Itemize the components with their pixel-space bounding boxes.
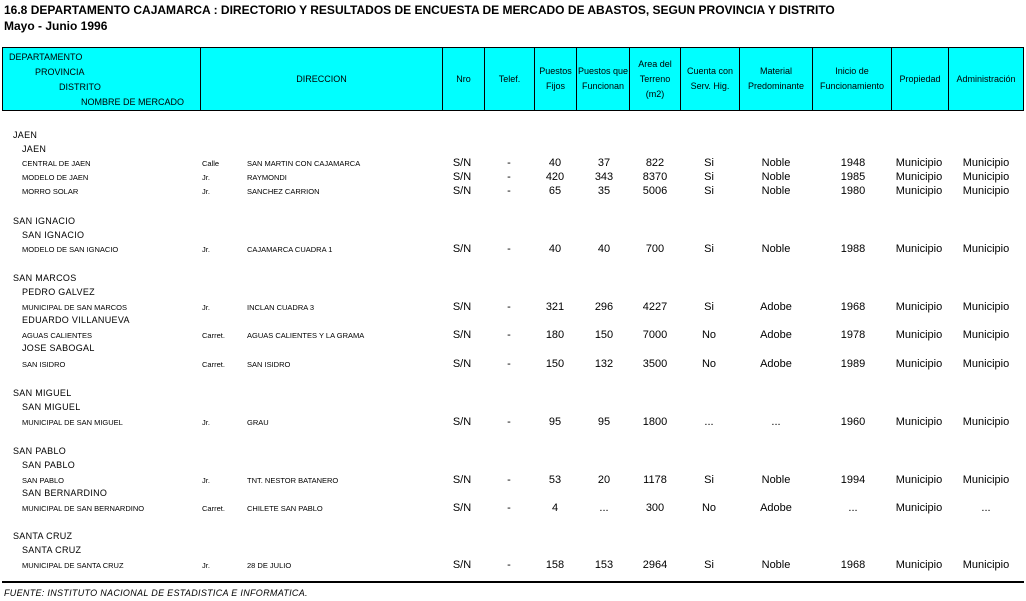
district-label: PEDRO GALVEZ (22, 287, 95, 297)
cell-ini: 1968 (840, 559, 866, 571)
street-type: Jr. (202, 173, 210, 182)
cell-func: ... (599, 502, 609, 514)
table-row (0, 474, 1026, 488)
street-type: Carret. (202, 360, 225, 369)
cell-ini: 1980 (840, 185, 866, 197)
district-label: SANTA CRUZ (22, 545, 82, 555)
cell-fijos: 65 (548, 185, 562, 197)
header-propiedad: Propiedad (892, 48, 949, 110)
cell-tel: - (507, 243, 511, 255)
table-row (0, 171, 1026, 185)
province-label: SANTA CRUZ (13, 531, 73, 541)
address: 28 DE JULIO (247, 561, 292, 570)
cell-mat: Noble (761, 185, 791, 197)
cell-adm: Municipio (962, 243, 1010, 255)
province-row (0, 531, 1026, 545)
province-row (0, 216, 1026, 230)
cell-nro: S/N (452, 559, 472, 571)
province-row (0, 130, 1026, 144)
market-name: MUNICIPAL DE SANTA CRUZ (22, 561, 124, 570)
cell-prop: Municipio (895, 329, 943, 341)
table-row (0, 416, 1026, 430)
header-admin: Administración (956, 73, 1016, 84)
cell-mat: Noble (761, 559, 791, 571)
cell-tel: - (507, 171, 511, 183)
cell-prop: Municipio (895, 502, 943, 514)
address: TNT. NESTOR BATANERO (247, 476, 339, 485)
address: INCLAN CUADRA 3 (247, 303, 315, 312)
street-type: Jr. (202, 418, 210, 427)
footer-divider (2, 581, 1024, 583)
cell-serv: No (701, 358, 717, 370)
cell-nro: S/N (452, 502, 472, 514)
cell-adm: Municipio (962, 171, 1010, 183)
cell-serv: ... (704, 416, 714, 428)
market-name: MODELO DE JAEN (22, 173, 89, 182)
cell-serv: Si (704, 157, 714, 169)
address: AGUAS CALIENTES Y LA GRAMA (247, 331, 365, 340)
table-row (0, 502, 1026, 516)
cell-nro: S/N (452, 358, 472, 370)
cell-prop: Municipio (895, 171, 943, 183)
cell-adm: Municipio (962, 301, 1010, 313)
cell-nro: S/N (452, 185, 472, 197)
district-label: SAN BERNARDINO (22, 488, 108, 498)
province-label: JAEN (13, 130, 38, 140)
footer-source: FUENTE: INSTITUTO NACIONAL DE ESTADISTICA E INFORMATICA. (4, 588, 308, 598)
cell-prop: Municipio (895, 358, 943, 370)
address: RAYMONDI (247, 173, 287, 182)
table-row (0, 157, 1026, 171)
cell-mat: Adobe (760, 329, 792, 341)
district-row (0, 460, 1026, 474)
market-name: MUNICIPAL DE SAN BERNARDINO (22, 504, 145, 513)
cell-mat: ... (771, 416, 781, 428)
cell-ini: 1989 (840, 358, 866, 370)
header-funcionan: Puestos que Funcionan (577, 48, 630, 110)
cell-serv: No (701, 502, 717, 514)
market-name: SAN ISIDRO (22, 360, 66, 369)
cell-serv: Si (704, 243, 714, 255)
address: SAN MARTIN CON CAJAMARCA (247, 159, 361, 168)
header-area: Area del Terreno (m2) (630, 48, 681, 110)
cell-func: 95 (597, 416, 611, 428)
header-dist: DISTRITO (59, 82, 101, 92)
cell-adm: Municipio (962, 358, 1010, 370)
cell-tel: - (507, 559, 511, 571)
cell-ini: 1988 (840, 243, 866, 255)
cell-serv: Si (704, 171, 714, 183)
table-row (0, 559, 1026, 573)
cell-area: 2964 (642, 559, 668, 571)
cell-func: 132 (594, 358, 614, 370)
header-dept: DEPARTAMENTO (9, 52, 83, 62)
cell-area: 700 (645, 243, 665, 255)
street-type: Jr. (202, 561, 210, 570)
cell-mat: Adobe (760, 502, 792, 514)
cell-func: 343 (594, 171, 614, 183)
header-serv: Cuenta con Serv. Hig. (681, 48, 740, 110)
district-row (0, 402, 1026, 416)
cell-serv: Si (704, 185, 714, 197)
street-type: Carret. (202, 504, 225, 513)
cell-area: 7000 (642, 329, 668, 341)
cell-tel: - (507, 185, 511, 197)
cell-area: 300 (645, 502, 665, 514)
page-title: 16.8 DEPARTAMENTO CAJAMARCA : DIRECTORIO Y RESULTADOS DE ENCUESTA DE MERCADO DE ABASTOS, SEGUN PROVINCIA Y DISTRITO (4, 3, 835, 17)
table-row (0, 185, 1026, 199)
cell-func: 35 (597, 185, 611, 197)
cell-nro: S/N (452, 243, 472, 255)
cell-fijos: 158 (545, 559, 565, 571)
district-row (0, 545, 1026, 559)
header-nro: Nro (443, 48, 485, 110)
street-type: Carret. (202, 331, 225, 340)
district-label: JAEN (22, 144, 47, 154)
district-row (0, 343, 1026, 357)
province-label: SAN IGNACIO (13, 216, 76, 226)
cell-fijos: 420 (545, 171, 565, 183)
page-subtitle: Mayo - Junio 1996 (4, 19, 108, 33)
cell-ini: 1978 (840, 329, 866, 341)
province-row (0, 273, 1026, 287)
cell-tel: - (507, 301, 511, 313)
cell-ini: ... (848, 502, 858, 514)
cell-adm: Municipio (962, 185, 1010, 197)
cell-fijos: 95 (548, 416, 562, 428)
cell-fijos: 180 (545, 329, 565, 341)
cell-ini: 1985 (840, 171, 866, 183)
address: CHILETE SAN PABLO (247, 504, 323, 513)
district-label: EDUARDO VILLANUEVA (22, 315, 130, 325)
header-mercado: NOMBRE DE MERCADO (81, 97, 185, 107)
table-row (0, 358, 1026, 372)
cell-adm: Municipio (962, 329, 1010, 341)
cell-func: 150 (594, 329, 614, 341)
province-label: SAN MARCOS (13, 273, 77, 283)
district-row (0, 144, 1026, 158)
street-type: Jr. (202, 187, 210, 196)
cell-serv: Si (704, 301, 714, 313)
header-fijos: Puestos Fijos (535, 48, 577, 110)
address: GRAU (247, 418, 269, 427)
cell-fijos: 150 (545, 358, 565, 370)
market-name: AGUAS CALIENTES (22, 331, 93, 340)
cell-adm: Municipio (962, 474, 1010, 486)
street-type: Jr. (202, 303, 210, 312)
cell-prop: Municipio (895, 243, 943, 255)
table-header (2, 47, 1024, 111)
header-location (3, 48, 201, 110)
address: SAN ISIDRO (247, 360, 291, 369)
cell-nro: S/N (452, 301, 472, 313)
cell-nro: S/N (452, 416, 472, 428)
cell-serv: Si (704, 474, 714, 486)
cell-tel: - (507, 329, 511, 341)
market-name: MODELO DE SAN IGNACIO (22, 245, 119, 254)
street-type: Jr. (202, 245, 210, 254)
cell-area: 3500 (642, 358, 668, 370)
district-label: JOSE SABOGAL (22, 343, 95, 353)
cell-fijos: 53 (548, 474, 562, 486)
cell-mat: Noble (761, 474, 791, 486)
province-label: SAN MIGUEL (13, 388, 72, 398)
cell-func: 37 (597, 157, 611, 169)
cell-ini: 1994 (840, 474, 866, 486)
cell-tel: - (507, 474, 511, 486)
cell-serv: No (701, 329, 717, 341)
cell-area: 1178 (643, 474, 667, 486)
cell-mat: Noble (761, 157, 791, 169)
cell-tel: - (507, 358, 511, 370)
cell-adm: Municipio (962, 416, 1010, 428)
cell-adm: ... (981, 502, 991, 514)
cell-prop: Municipio (895, 559, 943, 571)
province-label: SAN PABLO (13, 446, 67, 456)
cell-tel: - (507, 157, 511, 169)
cell-nro: S/N (452, 171, 472, 183)
header-material: Material Predominante (740, 48, 813, 110)
table-row (0, 301, 1026, 315)
cell-func: 153 (594, 559, 614, 571)
cell-prop: Municipio (895, 416, 943, 428)
district-row (0, 488, 1026, 502)
district-label: SAN MIGUEL (22, 402, 81, 412)
cell-nro: S/N (452, 474, 472, 486)
cell-mat: Noble (761, 171, 791, 183)
market-name: MUNICIPAL DE SAN MIGUEL (22, 418, 123, 427)
cell-nro: S/N (452, 157, 472, 169)
cell-prop: Municipio (895, 474, 943, 486)
cell-fijos: 321 (545, 301, 565, 313)
cell-ini: 1948 (840, 157, 866, 169)
cell-area: 5006 (642, 185, 668, 197)
cell-adm: Municipio (962, 559, 1010, 571)
cell-func: 296 (594, 301, 614, 313)
market-name: MUNICIPAL DE SAN MARCOS (22, 303, 128, 312)
address: SANCHEZ CARRION (247, 187, 320, 196)
district-label: SAN PABLO (22, 460, 76, 470)
header-prov: PROVINCIA (35, 67, 85, 77)
header-inicio: Inicio de Funcionamiento (813, 48, 892, 110)
province-row (0, 446, 1026, 460)
cell-area: 8370 (642, 171, 668, 183)
header-telef: Telef. (485, 48, 535, 110)
header-direccion: DIRECCION (201, 48, 443, 110)
cell-fijos: 4 (551, 502, 559, 514)
district-row (0, 287, 1026, 301)
market-name: CENTRAL DE JAEN (22, 159, 91, 168)
district-row (0, 315, 1026, 329)
cell-adm: Municipio (962, 157, 1010, 169)
cell-area: 4227 (642, 301, 668, 313)
cell-area: 822 (645, 157, 665, 169)
cell-mat: Adobe (760, 358, 792, 370)
cell-func: 20 (597, 474, 611, 486)
cell-serv: Si (704, 559, 714, 571)
market-name: MORRO SOLAR (22, 187, 79, 196)
cell-mat: Noble (761, 243, 791, 255)
address: CAJAMARCA CUADRA 1 (247, 245, 333, 254)
cell-func: 40 (597, 243, 611, 255)
cell-area: 1800 (642, 416, 668, 428)
cell-fijos: 40 (548, 243, 562, 255)
cell-prop: Municipio (895, 301, 943, 313)
cell-tel: - (507, 416, 511, 428)
cell-ini: 1968 (840, 301, 866, 313)
cell-prop: Municipio (895, 185, 943, 197)
street-type: Calle (202, 159, 220, 168)
market-name: SAN PABLO (22, 476, 64, 485)
street-type: Jr. (202, 476, 210, 485)
table-row (0, 329, 1026, 343)
cell-nro: S/N (452, 329, 472, 341)
table-row (0, 243, 1026, 257)
province-row (0, 388, 1026, 402)
district-row (0, 230, 1026, 244)
district-label: SAN IGNACIO (22, 230, 85, 240)
cell-fijos: 40 (548, 157, 562, 169)
cell-ini: 1960 (840, 416, 866, 428)
cell-tel: - (507, 502, 511, 514)
cell-mat: Adobe (760, 301, 792, 313)
cell-prop: Municipio (895, 157, 943, 169)
